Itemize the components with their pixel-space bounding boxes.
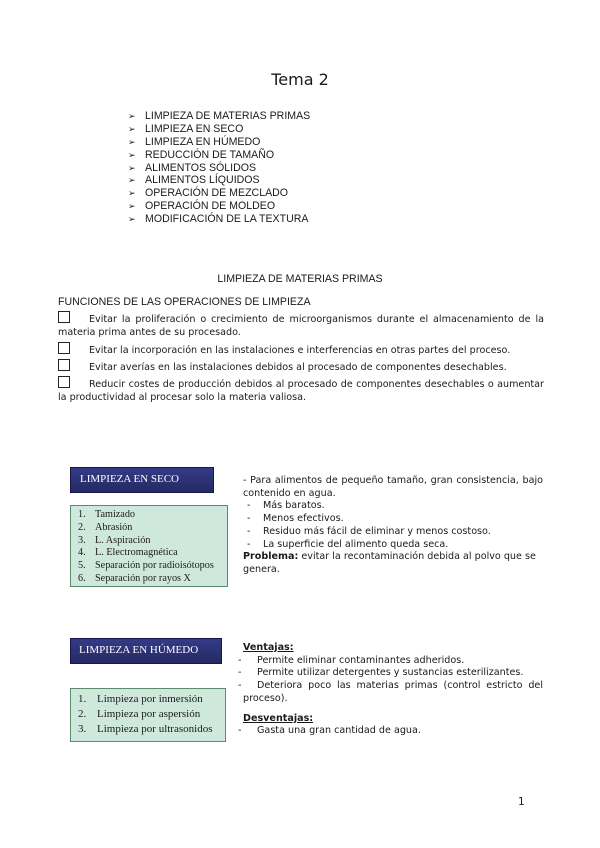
section-heading: LIMPIEZA DE MATERIAS PRIMAS <box>217 273 383 285</box>
arrow-bullet-icon: ➢ <box>128 175 136 186</box>
dry-method-item: 3. L. Aspiración <box>78 534 151 546</box>
table-of-contents <box>128 110 310 226</box>
functions-heading: FUNCIONES DE LAS OPERACIONES DE LIMPIEZA <box>58 296 311 308</box>
page-number: 1 <box>518 796 525 808</box>
dry-point: - Residuo más fácil de eliminar y menos costoso. <box>247 525 491 537</box>
dry-intro: - Para alimentos de pequeño tamaño, gran consistencia, bajo contenido en agua. <box>243 475 543 499</box>
checkbox-bullet-icon <box>58 376 70 388</box>
functions-list <box>58 311 544 407</box>
arrow-bullet-icon: ➢ <box>128 123 136 134</box>
dry-method-item: 6. Separación por rayos X <box>78 572 191 584</box>
arrow-bullet-icon: ➢ <box>128 188 136 199</box>
toc-item: ➢ LIMPIEZA EN SECO <box>128 122 244 135</box>
toc-item: ➢ ALIMENTOS LÍQUIDOS <box>128 174 260 187</box>
advantages-label: Ventajas: <box>243 642 294 653</box>
page-title: Tema 2 <box>271 70 329 89</box>
function-item: Evitar la incorporación en las instalaciones e interferencias en otras partes del proceso. <box>58 342 544 357</box>
arrow-bullet-icon: ➢ <box>128 136 136 147</box>
dry-method-item: 4. L. Electromagnética <box>78 547 178 559</box>
wet-cleaning-title-box: LIMPIEZA EN HÚMEDO <box>70 638 222 664</box>
function-item: Evitar averías en las instalaciones debidos al procesado de componentes desechables. <box>58 359 544 374</box>
toc-item: ➢ OPERACIÓN DE MEZCLADO <box>128 187 289 200</box>
dry-point: - Menos efectivos. <box>247 513 344 525</box>
toc-item: ➢ ALIMENTOS SÓLIDOS <box>128 161 257 174</box>
toc-item: ➢ OPERACIÓN DE MOLDEO <box>128 200 276 213</box>
checkbox-bullet-icon <box>58 311 70 323</box>
wet-cleaning-methods-box <box>70 688 226 742</box>
wet-method-item: 3. Limpieza por ultrasonidos <box>78 723 213 736</box>
advantage-item: - Deteriora poco las materias primas (control estricto del proceso). <box>238 680 543 704</box>
dry-problem: Problema: evitar la recontaminación debida al polvo que se genera. <box>243 551 536 575</box>
wet-cleaning-notes <box>238 642 543 738</box>
disadvantages-label: Desventajas: <box>243 712 314 724</box>
arrow-bullet-icon: ➢ <box>128 201 136 212</box>
disadvantage-item: - Gasta una gran cantidad de agua. <box>238 725 421 737</box>
dry-cleaning-methods-box <box>70 505 228 587</box>
arrow-bullet-icon: ➢ <box>128 162 136 173</box>
dry-method-item: 1. Tamizado <box>78 509 136 520</box>
function-item: Evitar la proliferación o crecimiento de microorganismos durante el almacenamiento de la materia prima antes de su procesado. <box>58 311 544 340</box>
dry-method-item: 2. Abrasión <box>78 521 133 533</box>
dry-point: - La superficie del alimento queda seca. <box>247 538 449 550</box>
arrow-bullet-icon: ➢ <box>128 111 136 121</box>
wet-method-item: 1. Limpieza por inmersión <box>78 693 203 705</box>
toc-item: ➢ MODIFICACIÓN DE LA TEXTURA <box>128 213 309 226</box>
checkbox-bullet-icon <box>58 342 70 354</box>
advantage-item: - Permite utilizar detergentes y sustancias esterilizantes. <box>238 667 524 679</box>
dry-method-item: 5. Separación por radioisótopos <box>78 560 214 572</box>
toc-item: ➢ LIMPIEZA DE MATERIAS PRIMAS <box>128 110 311 122</box>
arrow-bullet-icon: ➢ <box>128 214 136 225</box>
dry-cleaning-notes <box>243 475 543 577</box>
checkbox-bullet-icon <box>58 359 70 371</box>
advantage-item: - Permite eliminar contaminantes adheridos. <box>238 654 465 666</box>
function-item: Reducir costes de producción debidos al procesado de componentes desechables o aumentar la productividad al procesar solo la materia valiosa. <box>58 376 544 405</box>
arrow-bullet-icon: ➢ <box>128 149 136 160</box>
dry-cleaning-title-box: LIMPIEZA EN SECO <box>70 467 214 493</box>
dry-point: - Más baratos. <box>247 500 325 512</box>
toc-item: ➢ LIMPIEZA EN HÚMEDO <box>128 135 261 148</box>
wet-method-item: 2. Limpieza por aspersión <box>78 708 201 721</box>
toc-item: ➢ REDUCCIÓN DE TAMAÑO <box>128 148 275 161</box>
